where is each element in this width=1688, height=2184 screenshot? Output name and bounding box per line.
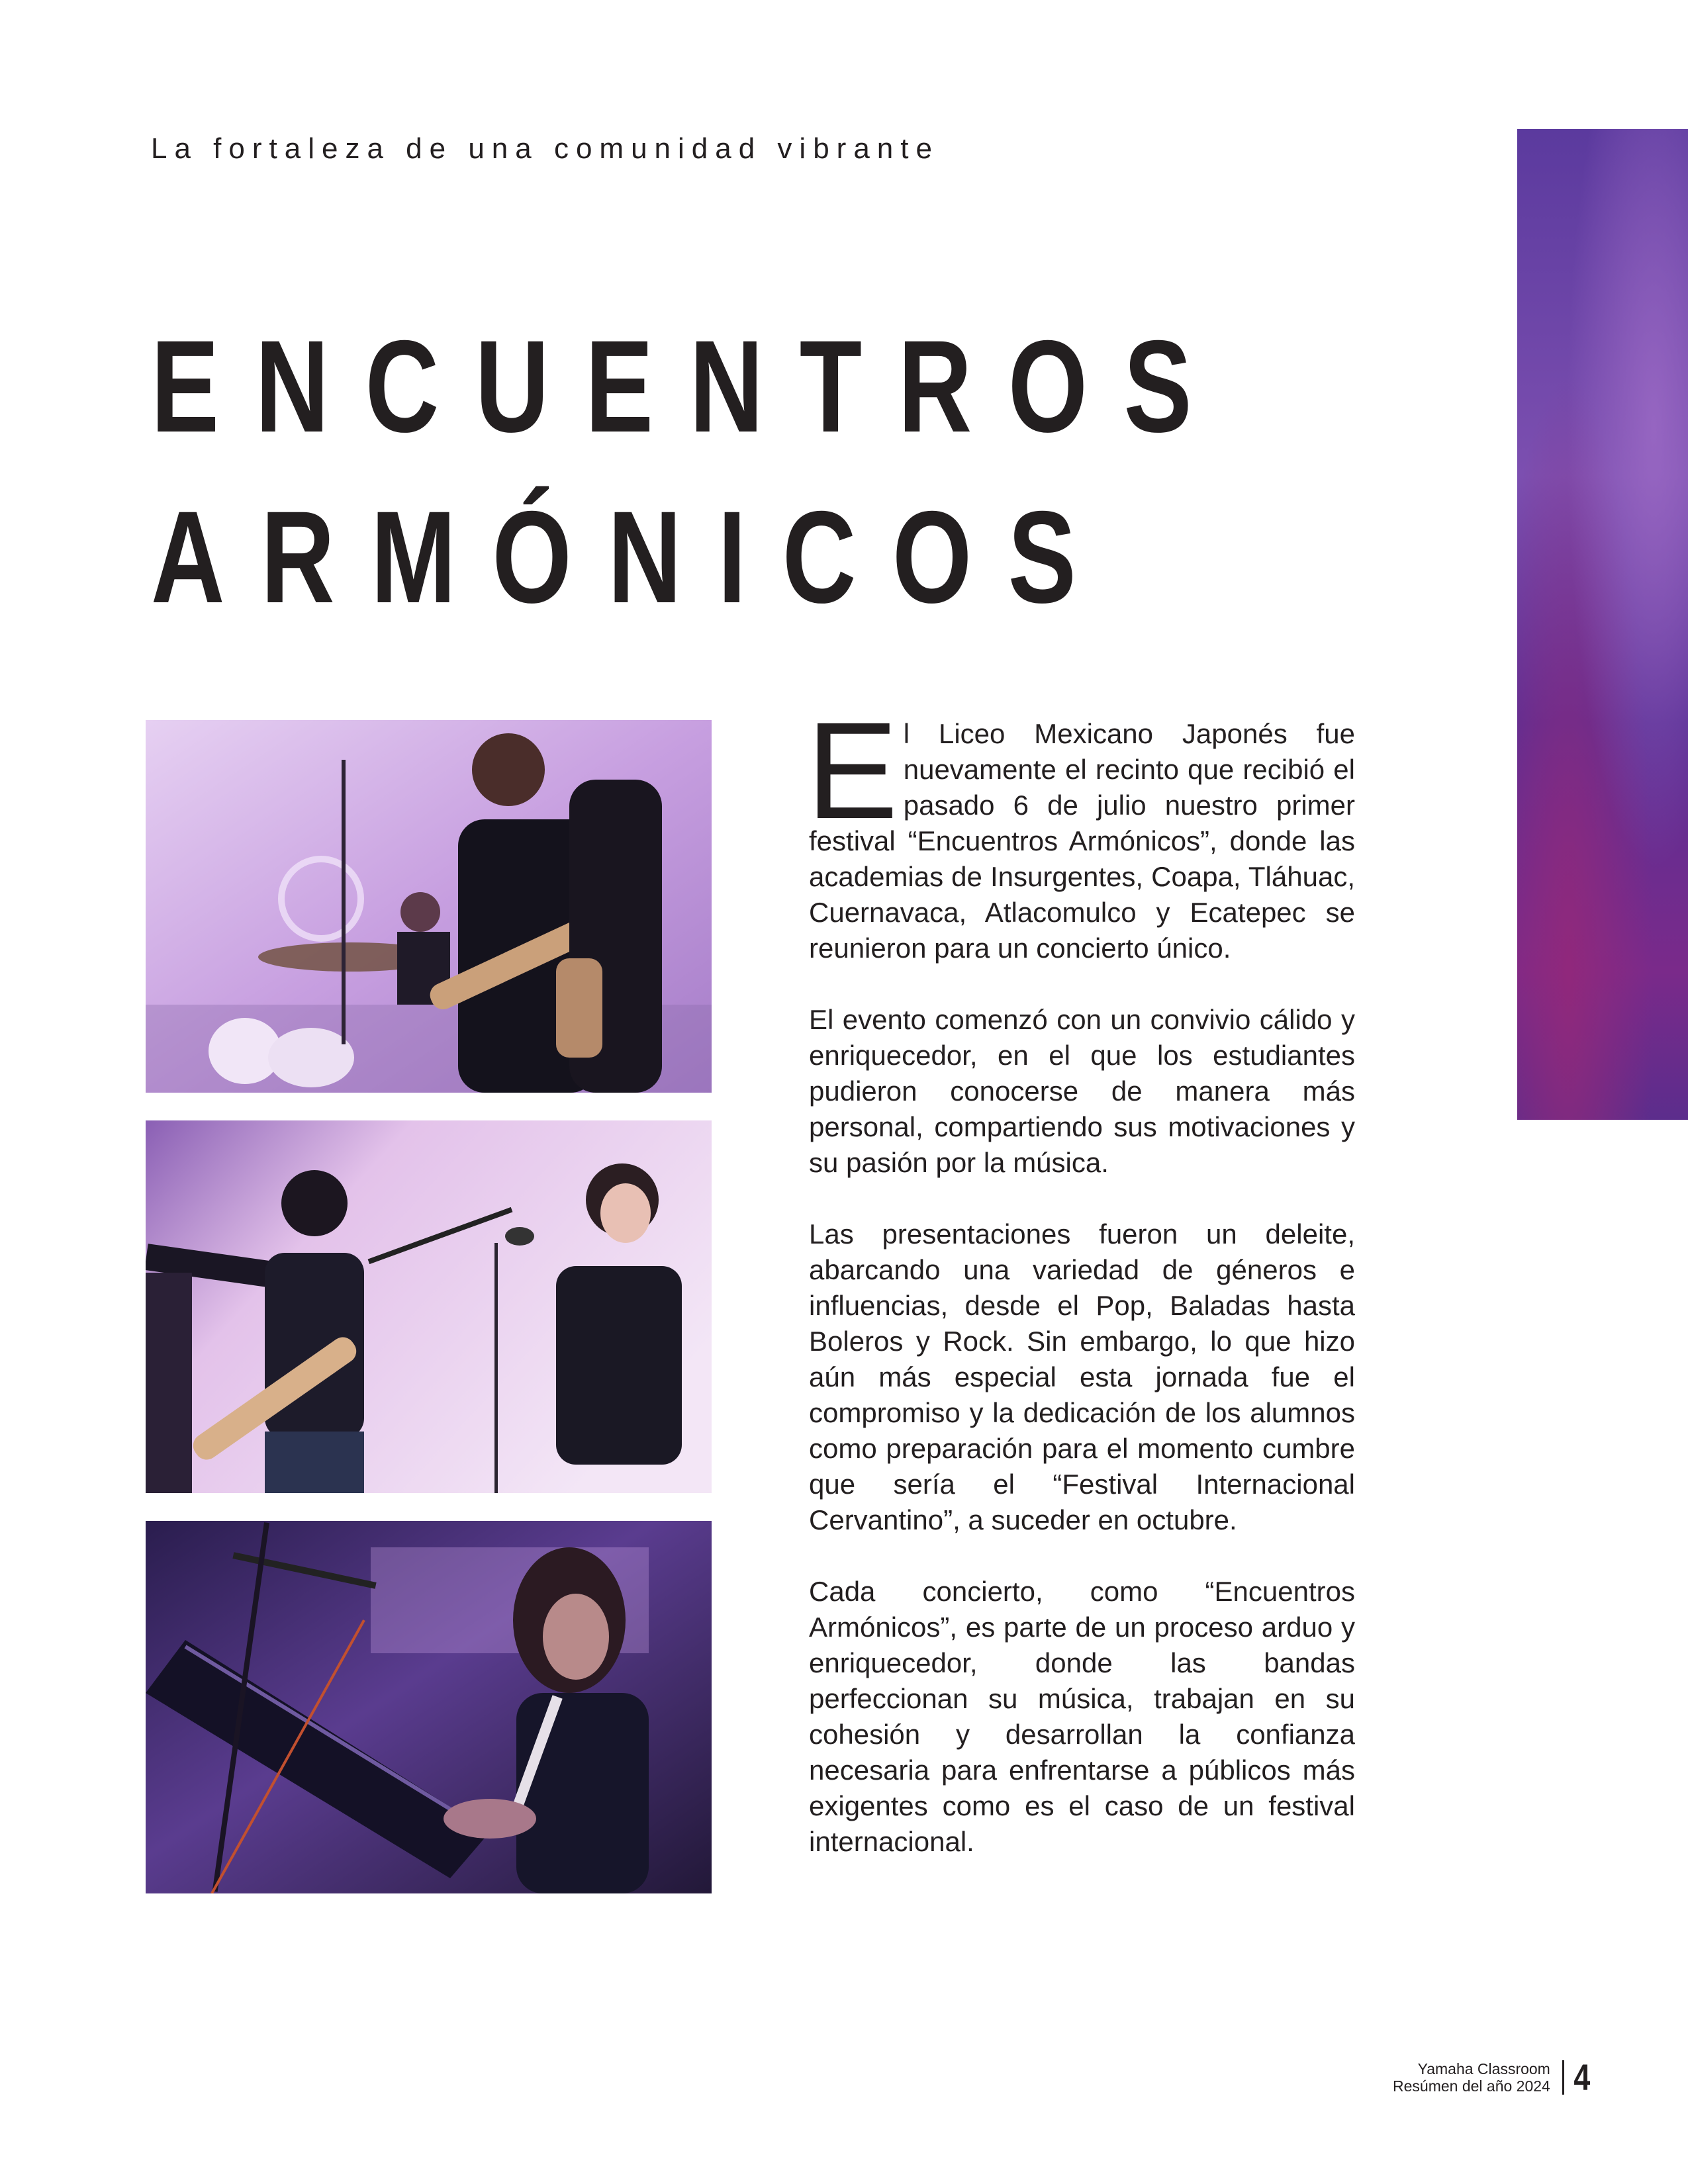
drop-cap: E [806, 694, 898, 848]
photo-keyboardist [146, 1521, 712, 1893]
section-kicker: La fortaleza de una comunidad vibrante [151, 132, 939, 165]
decorative-purple-bar [1517, 129, 1688, 1120]
page-number: 4 [1573, 2056, 1591, 2098]
paragraph-1-text: l Liceo Mexicano Japonés fue nuevamente el recinto que recibió el pasado 6 de julio nuestro primer festival “Encuentros Armónicos”, donde las academias de Insurgentes, Coapa, Tláhuac, Cuernavaca, Atlacomulco y Ecatepec se reunieron para un concierto único. [809, 718, 1355, 964]
photo-guitarist-singer [146, 1120, 712, 1493]
title-line-2: ARMÓNICOS [151, 484, 1113, 630]
page-footer [1393, 2056, 1597, 2099]
footer-publication [1393, 2060, 1564, 2095]
article-paragraph-4: Cada concierto, como “Encuentros Armónicos”, es parte de un proceso arduo y enriquecedor, donde las bandas perfeccionan su música, trabajan en su cohesión y desarrollan la confianza necesaria para enfrentarse a públicos más exigentes como es el caso de un festival internacional. [809, 1576, 1355, 1857]
article-paragraph-3: Las presentaciones fueron un deleite, abarcando una variedad de géneros e influencias, desde el Pop, Baladas hasta Boleros y Rock. Sin embargo, lo que hizo aún más especial esta jornada fue el compromiso y la dedicación de los alumnos como preparación para el momento cumbre que sería el “Festival Internacional Cervantino”, a suceder en octubre. [809, 1218, 1355, 1535]
footer-line-1: Yamaha Classroom [1417, 2060, 1550, 2077]
page-title [151, 301, 1228, 643]
article-body [806, 694, 1355, 1895]
title-line-1: ENCUENTROS [151, 313, 1229, 459]
article-paragraph-1 [806, 694, 1355, 966]
article-paragraph-2: El evento comenzó con un convivio cálido y enriquecedor, en el que los estudiantes pudieron conocerse de manera más personal, compartiendo sus motivaciones y su pasión por la música. [809, 1004, 1355, 1178]
footer-line-2: Resúmen del año 2024 [1393, 2077, 1550, 2095]
photo-guitarist-drummer [146, 720, 712, 1093]
